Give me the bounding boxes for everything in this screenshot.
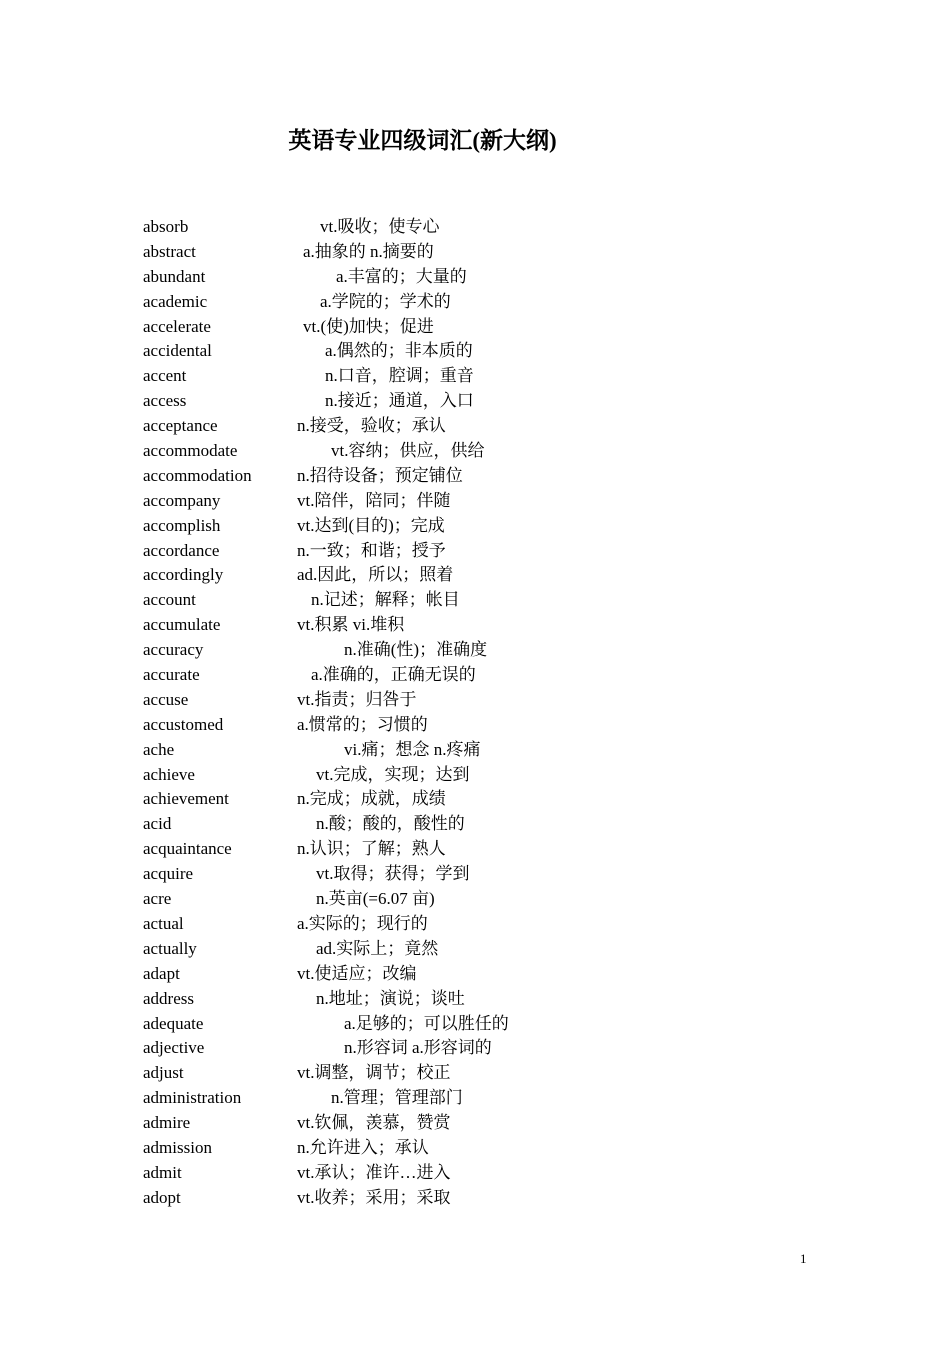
vocab-word: accommodation (143, 465, 252, 485)
vocab-definition: vt.(使)加快；促进 (303, 316, 434, 336)
vocab-word: achievement (143, 789, 229, 809)
vocab-entry (143, 414, 843, 439)
vocab-entry (143, 588, 843, 613)
vocab-definition: ad.因此，所以；照着 (297, 565, 454, 585)
vocab-word: accustomed (143, 714, 224, 734)
vocab-entry (143, 962, 843, 987)
vocab-definition: vt.容纳；供应，供给 (331, 441, 485, 461)
vocab-word: ache (143, 739, 175, 759)
vocab-definition: vt.调整，调节；校正 (297, 1063, 451, 1083)
vocab-entry (143, 489, 843, 514)
vocab-word: access (143, 391, 187, 411)
vocab-definition: n.接近；通道，入口 (325, 391, 474, 411)
vocab-definition: vt.完成，实现；达到 (316, 764, 470, 784)
vocab-word: absorb (143, 217, 189, 236)
vocab-definition: vt.取得；获得；学到 (316, 864, 470, 884)
vocab-word: academic (143, 291, 208, 311)
vocab-entry (143, 812, 843, 837)
vocab-entry (143, 987, 843, 1012)
vocab-entry (143, 240, 843, 265)
vocab-word: abstract (143, 241, 196, 261)
vocab-entry (143, 539, 843, 564)
vocab-word: acquire (143, 864, 194, 884)
vocab-entry (143, 290, 843, 315)
vocab-definition: n.准确(性)；准确度 (344, 640, 488, 660)
vocab-definition: n.形容词 a.形容词的 (344, 1038, 492, 1058)
vocab-entry (143, 464, 843, 489)
vocab-definition: vt.承认；准许…进入 (297, 1162, 451, 1182)
vocab-entry (143, 1186, 843, 1211)
vocab-list (143, 215, 843, 1211)
vocab-entry (143, 862, 843, 887)
vocab-definition: vt.吸收；使专心 (320, 217, 440, 236)
vocab-entry (143, 1012, 843, 1037)
vocab-word: accomplish (143, 515, 221, 535)
vocab-entry (143, 912, 843, 937)
vocab-definition: vt.使适应；改编 (297, 963, 417, 983)
vocab-word: adequate (143, 1013, 204, 1033)
vocab-definition: ad.实际上；竟然 (316, 938, 439, 958)
vocab-definition: a.实际的；现行的 (297, 913, 428, 933)
vocab-entry (143, 514, 843, 539)
vocab-entry (143, 887, 843, 912)
vocab-definition: n.一致；和谐；授予 (297, 540, 446, 560)
vocab-word: accordingly (143, 565, 224, 585)
vocab-definition: vt.钦佩，羡慕，赞赏 (297, 1113, 451, 1133)
vocab-definition: a.抽象的 n.摘要的 (303, 241, 434, 261)
vocab-entry (143, 613, 843, 638)
vocab-entry (143, 389, 843, 414)
vocab-word: actual (143, 913, 184, 933)
vocab-definition: a.偶然的；非本质的 (325, 341, 473, 361)
vocab-definition: n.完成；成就，成绩 (297, 789, 446, 809)
vocab-entry (143, 738, 843, 763)
vocab-entry (143, 1061, 843, 1086)
vocab-definition: n.地址；演说；谈吐 (316, 988, 465, 1008)
vocab-word: accompany (143, 490, 221, 510)
vocab-definition: a.丰富的；大量的 (336, 266, 467, 286)
vocab-definition: a.惯常的；习惯的 (297, 714, 428, 734)
vocab-entry (143, 688, 843, 713)
vocab-word: accordance (143, 540, 220, 560)
vocab-word: admire (143, 1113, 191, 1133)
vocab-entry (143, 364, 843, 389)
vocab-definition: a.足够的；可以胜任的 (344, 1013, 509, 1033)
vocab-definition: a.准确的，正确无误的 (311, 665, 476, 685)
vocab-entry (143, 563, 843, 588)
vocab-word: accurate (143, 665, 200, 685)
vocab-word: abundant (143, 266, 206, 286)
vocab-entry (143, 1111, 843, 1136)
vocab-entry (143, 763, 843, 788)
vocab-entry (143, 265, 843, 290)
vocab-word: admission (143, 1137, 212, 1157)
vocab-word: acceptance (143, 416, 218, 436)
vocab-definition: a.学院的；学术的 (320, 291, 451, 311)
vocab-word: accuracy (143, 640, 204, 660)
vocab-entry (143, 937, 843, 962)
vocab-word: accidental (143, 341, 212, 361)
vocab-entry (143, 638, 843, 663)
vocab-entry (143, 1136, 843, 1161)
vocab-word: accelerate (143, 316, 211, 336)
vocab-definition: vi.痛；想念 n.疼痛 (344, 739, 481, 759)
vocab-word: adopt (143, 1187, 181, 1207)
vocab-word: acquaintance (143, 839, 232, 859)
vocab-entry (143, 1086, 843, 1111)
vocab-word: acre (143, 889, 172, 909)
vocab-entry (143, 837, 843, 862)
vocab-word: accent (143, 366, 187, 386)
vocab-definition: n.招待设备；预定铺位 (297, 465, 463, 485)
vocab-entry (143, 787, 843, 812)
vocab-definition: n.口音，腔调；重音 (325, 366, 474, 386)
vocab-definition: n.允许进入；承认 (297, 1137, 429, 1157)
vocab-definition: n.酸；酸的，酸性的 (316, 814, 465, 834)
vocab-entry (143, 439, 843, 464)
vocab-word: accuse (143, 689, 189, 709)
vocab-word: adjust (143, 1063, 184, 1083)
vocab-definition: vt.收养；采用；采取 (297, 1187, 451, 1207)
vocab-word: account (143, 590, 196, 610)
vocab-definition: n.认识；了解；熟人 (297, 839, 446, 859)
vocab-word: achieve (143, 764, 195, 784)
vocab-entry (143, 215, 843, 240)
vocab-word: accommodate (143, 441, 238, 461)
vocab-word: admit (143, 1162, 182, 1182)
vocab-entry (143, 339, 843, 364)
vocab-entry (143, 1036, 843, 1061)
vocab-definition: n.管理；管理部门 (331, 1088, 463, 1108)
vocab-word: adapt (143, 963, 180, 983)
vocab-definition: n.英亩(=6.07 亩) (316, 889, 435, 909)
vocab-definition: vt.达到(目的)；完成 (297, 515, 445, 535)
vocab-word: adjective (143, 1038, 205, 1058)
vocab-word: acid (143, 814, 172, 834)
vocab-definition: vt.指责；归咎于 (297, 689, 417, 709)
vocab-definition: n.接受，验收；承认 (297, 416, 446, 436)
vocab-word: accumulate (143, 615, 221, 635)
vocab-word: actually (143, 938, 197, 958)
vocab-definition: vt.积累 vi.堆积 (297, 615, 405, 635)
page-title: 英语专业四级词汇(新大纲) (288, 128, 557, 153)
vocab-entry (143, 663, 843, 688)
vocab-definition: n.记述；解释；帐目 (311, 590, 460, 610)
vocab-definition: vt.陪伴，陪同；伴随 (297, 490, 451, 510)
vocab-word: administration (143, 1088, 242, 1108)
vocab-entry (143, 315, 843, 340)
vocab-word: address (143, 988, 194, 1008)
vocab-entry (143, 1161, 843, 1186)
vocab-entry (143, 713, 843, 738)
page-number: 1 (800, 1251, 807, 1266)
